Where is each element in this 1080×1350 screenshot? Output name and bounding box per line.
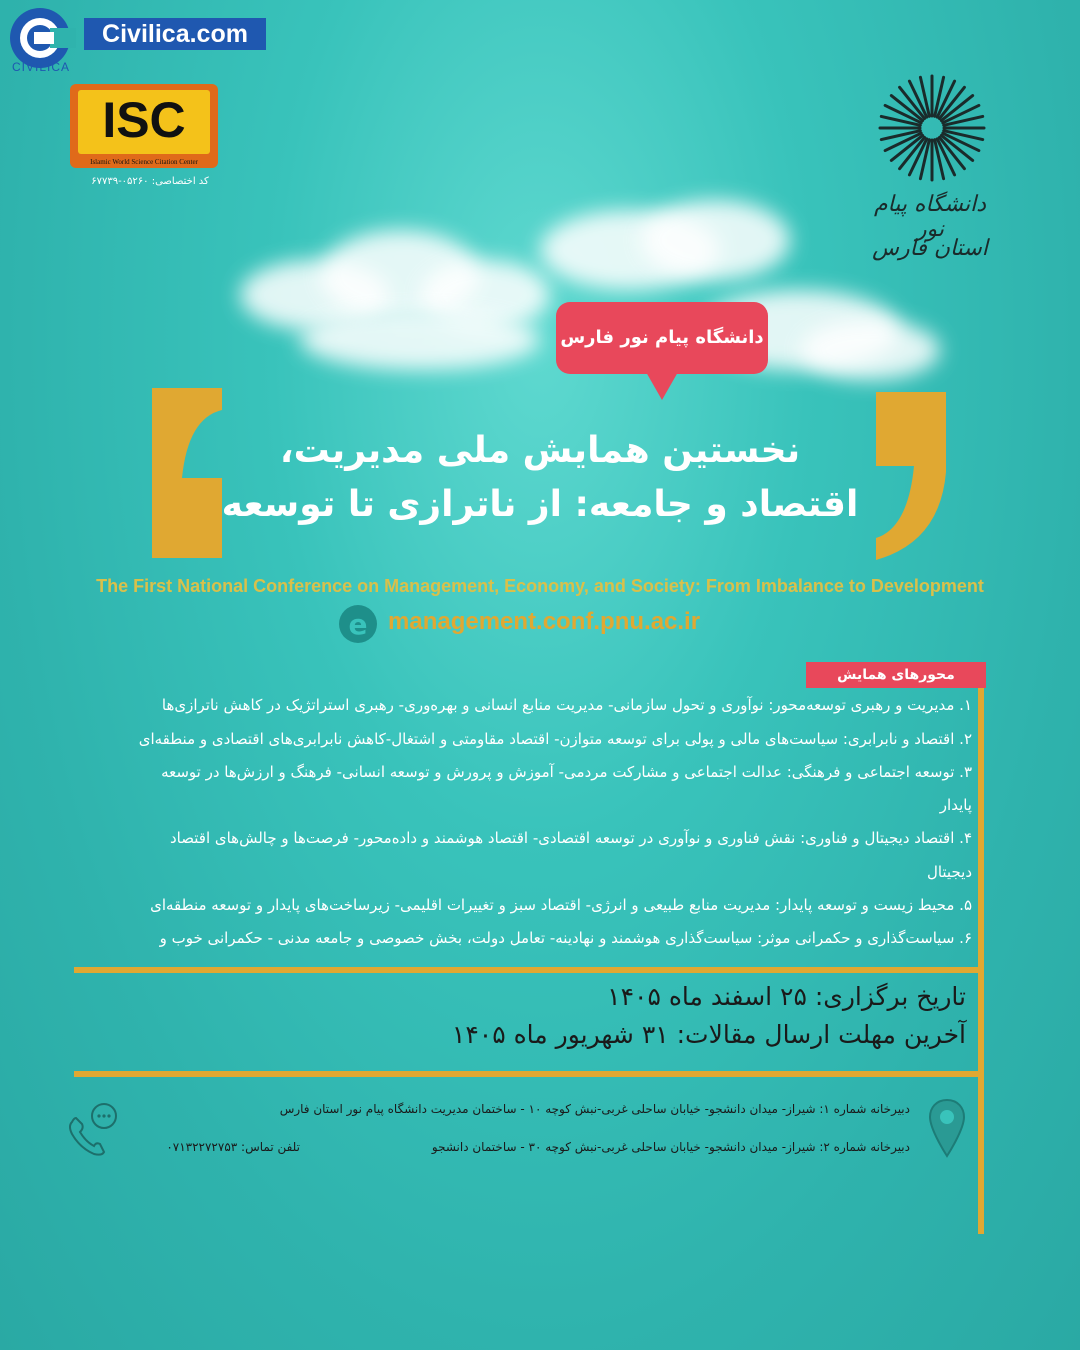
website-link[interactable]: management.conf.pnu.ac.ir <box>388 608 701 635</box>
location-pin-icon <box>928 1098 966 1158</box>
isc-logo-text: ISC <box>78 90 210 154</box>
civilica-site-link[interactable]: Civilica.com <box>84 18 266 50</box>
svg-text:e: e <box>348 608 368 641</box>
axis-item: ۳. توسعه اجتماعی و فرهنگی: عدالت اجتماعی و مشارکت مردمی- آموزش و پرورش و توسعه انسانی- فرهنگ و ارزش‌ها در توسعه <box>161 763 972 781</box>
axis-item: ۵. محیط زیست و توسعه پایدار: مدیریت منابع طبیعی و انرژی- اقتصاد سبز و تغییرات اقلیمی- زیرساخت‌های پایدار و توسعه منطقه‌ای <box>150 896 972 914</box>
secretariat-address-1: دبیرخانه شماره ۱: شیراز- میدان دانشجو- خیابان ساحلی غربی-نبش کوچه ۱۰ - ساختمان مدیریت دانشگاه پیام نور استان فارس <box>279 1102 910 1116</box>
axis-item: دیجیتال <box>926 863 972 881</box>
university-name-line2: استان فارس <box>872 236 988 261</box>
phone-chat-icon <box>64 1102 120 1158</box>
civilica-wordmark: CIVILICA <box>11 60 70 74</box>
axes-heading: محورهای همایش <box>806 662 986 688</box>
badge-pointer <box>646 372 678 400</box>
axis-item: ۴. اقتصاد دیجیتال و فناوری: نقش فناوری و نوآوری در توسعه اقتصادی- اقتصاد هوشمند و داده‌محور- فرصت‌ها و چالش‌های اقتصاد <box>169 829 972 847</box>
axis-item: ۶. سیاست‌گذاری و حکمرانی موثر: سیاست‌گذاری هوشمند و نهادینه- تعامل دولت، بخش خصوصی و جامعه مدنی - حکمرانی خوب و <box>159 929 972 947</box>
isc-code: کد اختصاصی: ۰۵۲۶۰-۶۷۷۳۹ <box>91 176 209 187</box>
axis-item: ۱. مدیریت و رهبری توسعه‌محور: نوآوری و تحول سازمانی- مدیریت منابع انسانی و بهره‌وری- رهبری استراتژیک در کاهش ناترازی‌ها <box>161 696 972 714</box>
conference-title-line1: نخستین همایش ملی مدیریت، <box>279 430 801 471</box>
pnu-sunburst-logo-icon <box>872 70 992 200</box>
isc-logo <box>70 84 218 168</box>
left-quote-mark-icon <box>152 388 222 558</box>
submission-deadline: آخرین مهلت ارسال مقالات: ۳۱ شهریور ماه ۱۴۰۵ <box>451 1020 966 1049</box>
gold-divider <box>74 967 984 973</box>
web-e-icon <box>338 604 378 644</box>
conference-title-english: The First National Conference on Management, Economy, and Society: From Imbalance to Development <box>96 576 984 596</box>
isc-logo-subtitle: Islamic World Science Citation Center <box>90 158 198 166</box>
university-badge: دانشگاه پیام نور فارس <box>556 302 768 374</box>
gold-divider <box>74 1071 984 1077</box>
axis-item: ۲. اقتصاد و نابرابری: سیاست‌های مالی و پولی برای توسعه متوازن- اقتصاد مقاومتی و اشتغال-کاهش نابرابری‌های اقتصادی و منطقه‌ای <box>138 730 972 748</box>
gold-vertical-divider <box>978 688 984 1234</box>
secretariat-address-2: دبیرخانه شماره ۲: شیراز- میدان دانشجو- خیابان ساحلی غربی-نبش کوچه ۳۰ - ساختمان دانشجو <box>431 1140 910 1154</box>
event-date: تاریخ برگزاری: ۲۵ اسفند ماه ۱۴۰۵ <box>607 982 966 1011</box>
conference-title-line2: اقتصاد و جامعه: از ناترازی تا توسعه <box>221 484 859 525</box>
right-quote-mark-icon <box>876 392 946 562</box>
university-name-line1: دانشگاه پیام نور <box>873 192 987 242</box>
axis-item: پایدار <box>939 796 972 814</box>
contact-phone: تلفن تماس: ۰۷۱۳۲۲۷۲۷۵۳ <box>166 1140 300 1154</box>
